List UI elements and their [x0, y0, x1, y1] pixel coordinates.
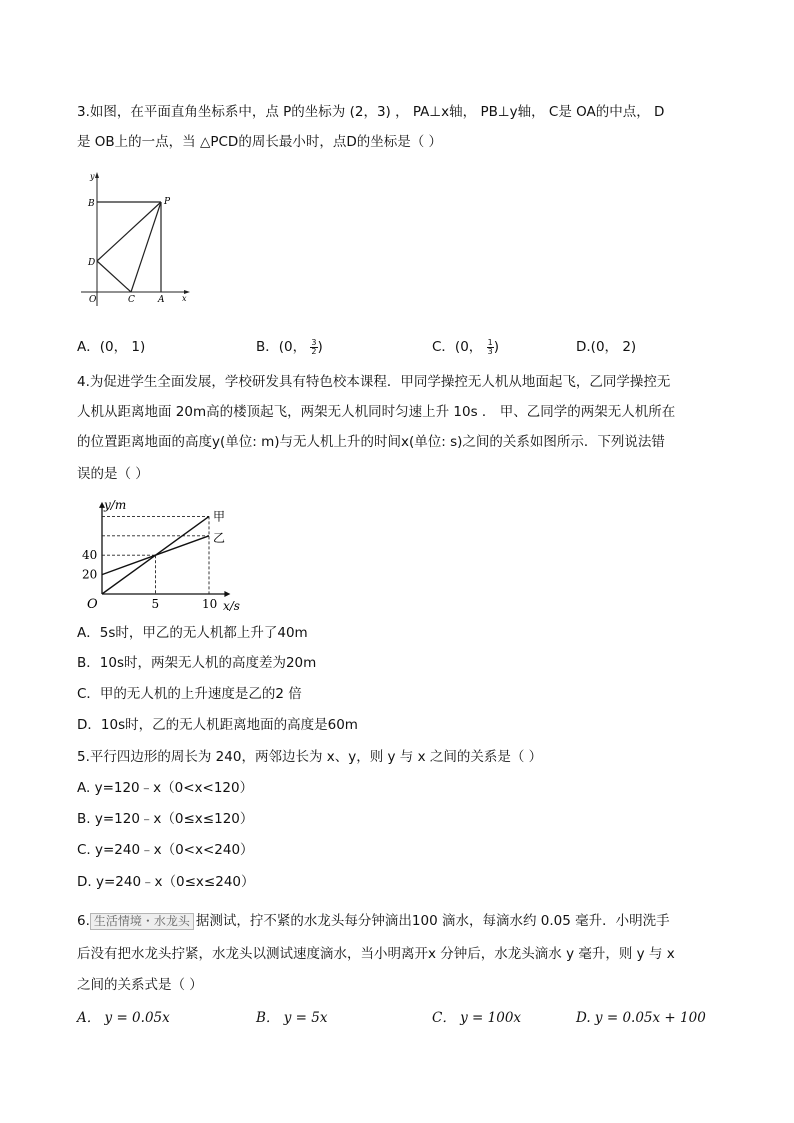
q5-option-a: A. y=120﹣x（0<x<120）: [77, 780, 254, 796]
q4-text-line-2: 人机从距离地面 20m高的楼顶起飞，两架无人机同时匀速上升 10s ． 甲、乙同学的两架无人机所在: [77, 404, 676, 420]
q3-option-b-prefix: B．(0，: [256, 339, 307, 355]
q3-option-b-fraction: $\frac{3}{2}$: [311, 337, 317, 356]
y-tick-label-2: 40: [82, 548, 98, 563]
q3-label-b: B: [88, 199, 95, 209]
q6-option-b: B． y = 5x: [256, 1010, 328, 1026]
origin-label: O: [87, 597, 98, 612]
x-axis-label: x/s: [223, 599, 240, 613]
q4-text-line-4: 误的是（ ）: [77, 466, 149, 482]
q4-line-chart: [77, 492, 240, 614]
q4-text-line-1: 4.为促进学生全面发展，学校研发具有特色校本课程．甲同学操控无人机从地面起飞，乙同学操控无: [77, 374, 671, 390]
q3-label-o: O: [89, 295, 97, 305]
y-axis-label: y/m: [104, 497, 127, 512]
q4-option-a: A．5s时，甲乙的无人机都上升了40m: [77, 625, 308, 641]
q6-text-line-1: [77, 912, 670, 930]
q4-option-b: B．10s时，两架无人机的高度差为20m: [77, 655, 317, 671]
q3-label-a: A: [158, 295, 165, 305]
q6-text-line-1-rest: 据测试，拧不紧的水龙头每分钟滴出100 滴水，每滴水约 0.05 毫升．小明洗手: [195, 913, 670, 929]
q3-option-d: D.(0， 2): [576, 339, 637, 355]
q4-option-c: C．甲的无人机的上升速度是乙的2 倍: [77, 686, 302, 702]
q3-label-y: y: [90, 172, 95, 181]
q6-context-tag: 生活情境・水龙头: [90, 913, 194, 930]
q5-text-line-1: 5.平行四边形的周长为 240，两邻边长为 x、y，则 y 与 x 之间的关系是（ ）: [77, 749, 543, 765]
q3-option-c-prefix: C．(0，: [432, 339, 483, 355]
q3-label-p: P: [164, 197, 171, 207]
q3-label-c: C: [128, 295, 135, 305]
q5-option-d: D. y=240﹣x（0≤x≤240）: [77, 874, 255, 890]
q6-text-line-2: 后没有把水龙头拧紧，水龙头以测试速度滴水，当小明离开x 分钟后，水龙头滴水 y 毫升，则 y 与 x: [77, 946, 675, 962]
x-axis-arrow: [224, 591, 230, 597]
q3-text-line-1: 3.如图，在平面直角坐标系中，点 P的坐标为 (2，3) ， PA⊥x轴， PB⊥y轴， C是 OA的中点， D: [77, 104, 665, 120]
q3-option-b: B．(0， $\frac{3}{2}$ ): [256, 337, 323, 356]
q3-figure: [78, 168, 196, 308]
y-tick-label-1: 20: [82, 567, 98, 582]
q5-option-c: C. y=240﹣x（0<x<240）: [77, 842, 254, 858]
x-tick-label-2: 10: [202, 597, 218, 611]
q6-text-line-3: 之间的关系式是（ ）: [77, 977, 203, 993]
q3-label-d: D: [88, 258, 96, 268]
q6-option-c: C． y = 100x: [432, 1010, 522, 1026]
q6-number: 6.: [77, 913, 90, 929]
q6-option-a: A． y = 0.05x: [77, 1010, 170, 1026]
q5-option-b: B. y=120﹣x（0≤x≤120）: [77, 811, 254, 827]
series-label-1: 甲: [213, 509, 226, 524]
q3-option-c-fraction: $\frac{1}{3}$: [487, 337, 493, 356]
q3-text-line-2: 是 OB上的一点，当 △PCD的周长最小时，点D的坐标是（ ）: [77, 134, 443, 150]
q6-option-d: D. y = 0.05x + 100: [576, 1010, 706, 1026]
q3-option-c: C．(0， $\frac{1}{3}$ ): [432, 337, 499, 356]
series-label-2: 乙: [213, 530, 226, 545]
q3-option-a: A．(0， 1): [77, 339, 146, 355]
q3-label-x: x: [182, 294, 187, 303]
x-tick-label-1: 5: [151, 597, 160, 611]
q4-text-line-3: 的位置距离地面的高度y(单位: m)与无人机上升的时间x(单位: s)之间的关系如图所示．下列说法错: [77, 434, 665, 450]
q4-option-d: D．10s时，乙的无人机距离地面的高度是60m: [77, 717, 358, 733]
